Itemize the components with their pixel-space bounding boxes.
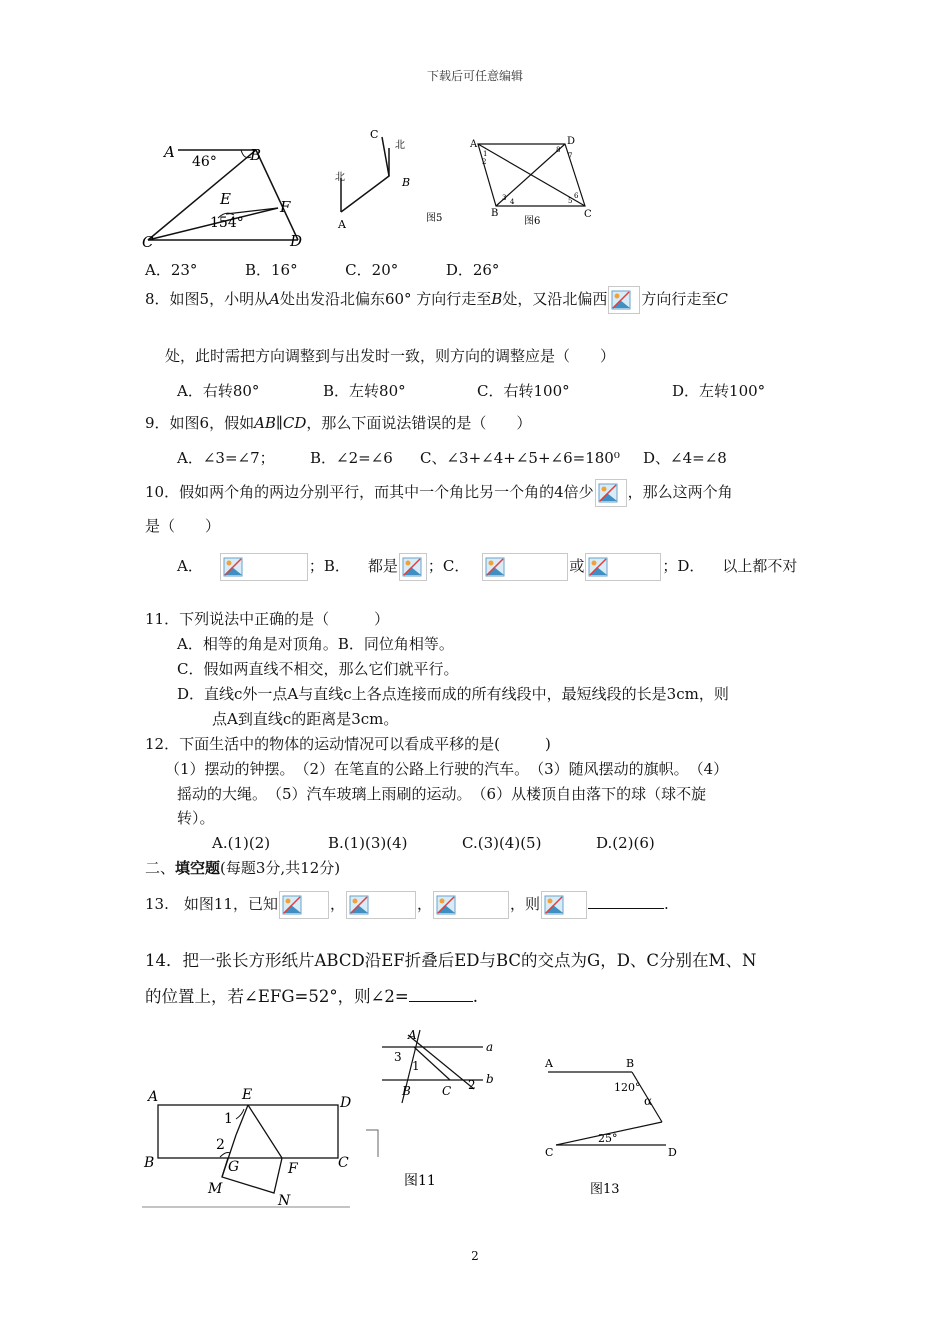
fold-label-A: A — [148, 1089, 159, 1105]
q8-line2: 处，此时需把方向调整到与出发时一致，则方向的调整应是（ ） — [165, 347, 616, 365]
q12-opt-c: C.(3)(4)(5) — [462, 834, 542, 852]
q8-opt-a: A．右转80° — [177, 382, 260, 400]
fig5-label-A: A — [338, 218, 346, 231]
q14-line2: 的位置上，若∠EFG=52°，则∠2= . — [145, 987, 478, 1006]
fold-label-C: C — [338, 1155, 349, 1171]
label-A: A — [164, 143, 175, 161]
q11-d2: 点A到直线c的距离是3cm。 — [212, 710, 399, 728]
figure-5 — [335, 128, 442, 231]
fig11-angle-3: 3 — [394, 1050, 402, 1064]
q7-options — [145, 260, 499, 280]
fig11-line-b: b — [486, 1072, 494, 1086]
q12-opt-b: B.(1)(3)(4) — [328, 834, 408, 852]
figure-11 — [382, 1028, 494, 1189]
q11-stem: 11．下列说法中正确的是（ ） — [145, 610, 390, 628]
image-placeholder-icon — [346, 891, 416, 919]
fold-label-N: N — [278, 1193, 291, 1209]
q12-line2: 摇动的大绳。 （5）汽车玻璃上雨刷的运动。 （6）从楼顶自由落下的球（球不旋 — [177, 785, 707, 803]
fig11-caption: 图11 — [404, 1173, 436, 1189]
q13-answer-blank[interactable] — [588, 908, 664, 909]
q14-line1: 14．把一张长方形纸片ABCD沿EF折叠后ED与BC的交点为G，D、C分别在M、N — [145, 951, 757, 970]
label-E: E — [220, 190, 231, 208]
fig6-n6: 6 — [574, 192, 579, 200]
fig6-n5: 5 — [568, 197, 573, 205]
q12-stem: 12．下面生活中的物体的运动情况可以看成平移的是( ) — [145, 735, 551, 753]
q8-opt-b: B．左转80° — [323, 382, 406, 400]
fold-label-G: G — [228, 1159, 240, 1175]
angle-46: 46° — [192, 154, 217, 170]
fig6-label-C: C — [584, 209, 592, 220]
fig5-label-B: B — [402, 176, 411, 189]
fig11-angle-2: 2 — [468, 1078, 476, 1092]
q12-line1: （1）摆动的钟摆。 （2）在笔直的公路上行驶的汽车。 （3）随风摆动的旗帜。 （4） — [165, 760, 729, 778]
figure-6 — [469, 136, 592, 227]
fig5-north-right: 北 — [395, 140, 405, 151]
q10-options: A． ；B． 都是 ；C． 或 ；D． 以上都不对 — [177, 553, 797, 581]
label-F: F — [280, 198, 291, 216]
fig13-angle-25: 25° — [598, 1132, 618, 1145]
image-placeholder-icon — [608, 286, 640, 314]
fig11-label-A: A — [408, 1028, 417, 1042]
label-D: D — [290, 232, 303, 250]
fig6-n7: 7 — [568, 152, 573, 160]
image-placeholder-icon — [585, 553, 661, 581]
q7-option-b: B．16° — [244, 261, 298, 279]
page-number: 2 — [471, 1249, 479, 1263]
q8-opt-d: D．左转100° — [672, 382, 766, 400]
figure-fold — [142, 1087, 351, 1209]
fig13-caption: 图13 — [590, 1182, 620, 1197]
fig6-label-B: B — [491, 208, 499, 219]
fold-angle-2: 2 — [216, 1137, 225, 1153]
fold-label-D: D — [340, 1095, 352, 1111]
q12-opt-a: A.(1)(2) — [212, 834, 271, 852]
fig6-n2: 2 — [482, 158, 487, 166]
q14-answer-blank[interactable] — [409, 1001, 473, 1002]
q9-opt-d: D、∠4=∠8 — [643, 449, 727, 467]
image-placeholder-icon — [541, 891, 587, 919]
fig13-label-B: B — [626, 1057, 635, 1070]
q9-opt-c: C、∠3+∠4+∠5+∠6=180⁰ — [420, 449, 620, 467]
section-2-heading: 二、填空题(每题3分,共12分) — [145, 859, 341, 877]
image-placeholder-icon — [433, 891, 509, 919]
q11-ab: A．相等的角是对顶角。B．同位角相等。 — [177, 635, 454, 653]
image-placeholder-icon — [595, 479, 627, 507]
q10-line2: 是（ ） — [145, 517, 221, 535]
q12-line3: 转）。 — [177, 809, 215, 827]
image-placeholder-icon — [399, 553, 427, 581]
fold-label-M: M — [208, 1181, 223, 1197]
fold-angle-1: 1 — [224, 1111, 233, 1127]
q7-option-a: A．23° — [145, 261, 198, 279]
bottom-figures — [138, 1025, 698, 1210]
q7-option-d: D．26° — [445, 261, 500, 279]
fold-label-E: E — [242, 1087, 253, 1103]
fig11-angle-1: 1 — [412, 1059, 420, 1073]
fig6-n1: 1 — [483, 150, 488, 158]
q12-opt-d: D.(2)(6) — [596, 834, 655, 852]
fig13-angle-alpha: α — [644, 1094, 653, 1108]
q13-line: 13. 如图11，已知 ， ， ，则 . — [145, 891, 669, 919]
image-placeholder-icon — [279, 891, 329, 919]
q7-option-c: C．20° — [345, 261, 399, 279]
top-figures — [138, 120, 608, 252]
fig13-angle-120: 120° — [614, 1081, 641, 1094]
q9-opt-a: A．∠3=∠7； — [177, 449, 275, 467]
image-placeholder-icon — [482, 553, 568, 581]
fig13-label-D: D — [668, 1146, 677, 1159]
label-C: C — [142, 233, 154, 251]
fig5-label-C: C — [370, 128, 379, 141]
fig6-caption: 图6 — [524, 216, 541, 227]
page-header: 下载后可任意编辑 — [426, 69, 523, 83]
q9-stem: 9．如图6，假如AB∥CD，那么下面说法错误的是（ ） — [145, 414, 532, 432]
fig6-n4: 4 — [510, 198, 515, 206]
angle-154: 154° — [210, 215, 244, 231]
q11-d1: D．直线c外一点A与直线c上各点连接而成的所有线段中，最短线段的长是3cm，则 — [177, 685, 729, 703]
fig13-label-A: A — [545, 1057, 553, 1070]
q8-opt-c: C．右转100° — [477, 382, 570, 400]
q11-c: C．假如两直线不相交，那么它们就平行。 — [177, 660, 459, 678]
fig6-n3: 3 — [502, 194, 507, 202]
fig11-label-C: C — [442, 1084, 452, 1098]
fig5-caption: 图5 — [426, 213, 443, 224]
figure-13 — [544, 1057, 677, 1197]
fig6-n8: 8 — [556, 146, 561, 154]
q10-line1: 10．假如两个角的两边分别平行，而其中一个角比另一个角的4倍少 ，那么这两个角 — [145, 479, 733, 507]
figure-angles — [142, 143, 302, 251]
label-B: B — [250, 146, 262, 164]
fig11-line-a: a — [486, 1040, 494, 1054]
q9-opt-b: B．∠2=∠6 — [310, 449, 393, 467]
fig13-label-C: C — [545, 1146, 554, 1159]
q8-line1: 8．如图5，小明从A处出发沿北偏东60° 方向行走至B处，又沿北偏西 方向行走至C — [145, 286, 728, 314]
fig6-label-D: D — [567, 136, 576, 147]
fold-label-F: F — [288, 1161, 298, 1177]
fig6-label-A: A — [470, 139, 478, 150]
fig5-north-left: 北 — [335, 172, 345, 183]
fold-label-B: B — [144, 1155, 155, 1171]
image-placeholder-icon — [220, 553, 308, 581]
fig11-label-B: B — [402, 1084, 411, 1098]
